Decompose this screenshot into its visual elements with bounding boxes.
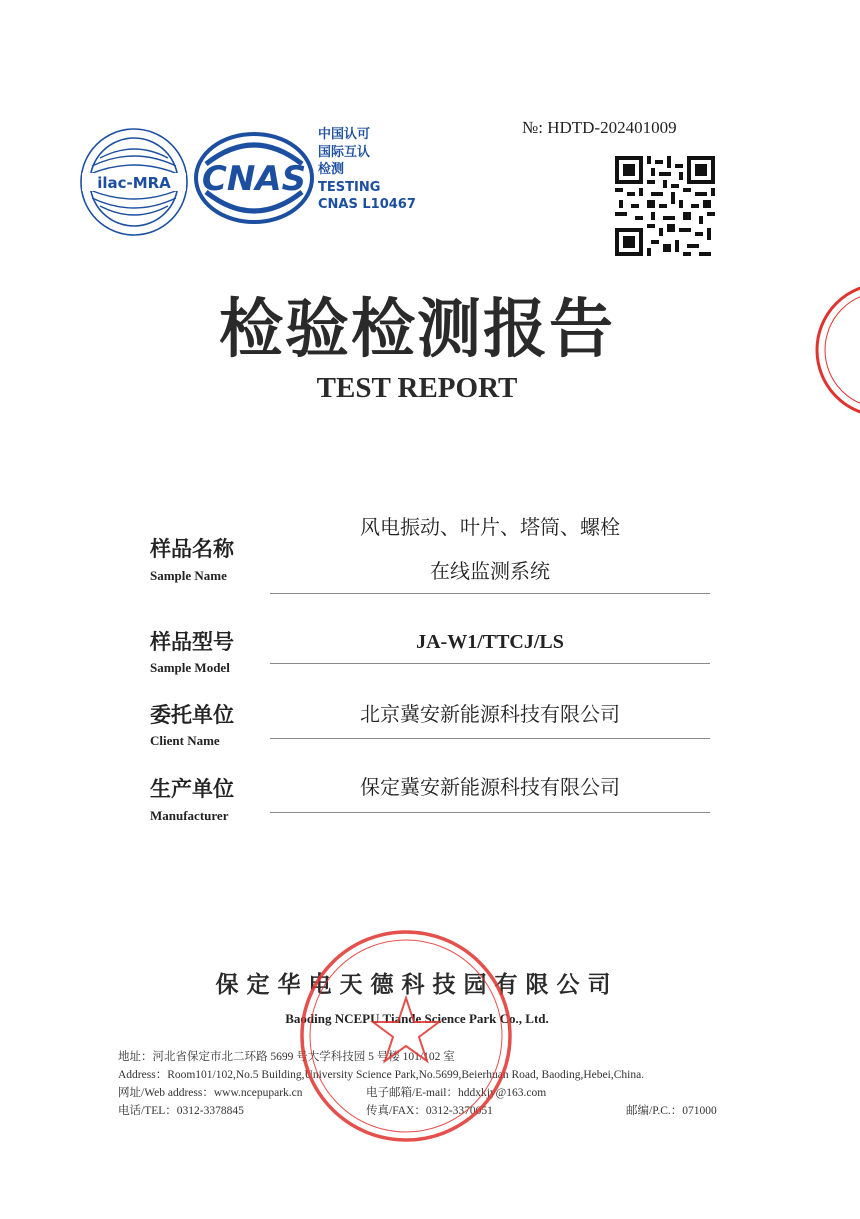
postcode: 邮编/P.C.：071000	[626, 1105, 717, 1117]
sample-model-rule	[270, 663, 710, 664]
sample-model-value: JA-W1/TTCJ/LS	[416, 631, 564, 653]
cnas-line-1: 中国认可	[318, 127, 371, 142]
qr-code	[615, 156, 715, 256]
sample-model-label-en: Sample Model	[150, 660, 230, 675]
manufacturer-value: 保定冀安新能源科技有限公司	[360, 775, 620, 799]
sample-name-value-line1: 风电振动、叶片、塔筒、螺栓	[360, 515, 620, 539]
report-number: №: HDTD-202401009	[522, 118, 677, 137]
ilac-mra-logo	[78, 126, 190, 238]
cnas-line-5: CNAS L10467	[318, 197, 416, 212]
sample-name-label-en: Sample Name	[150, 568, 227, 583]
sample-name-rule	[270, 593, 710, 594]
manufacturer-label-cn: 生产单位	[150, 777, 234, 801]
report-title-cn: 检验检测报告	[219, 293, 615, 367]
cnas-logo	[192, 130, 316, 226]
manufacturer-rule	[270, 812, 710, 813]
company-name-en: Baoding NCEPU Tiande Science Park Co., Ltd.	[285, 1011, 549, 1026]
cnas-line-3: 检测	[318, 162, 345, 177]
web-address: 网址/Web address：www.ncepupark.cn	[118, 1087, 303, 1099]
sample-name-value-line2: 在线监测系统	[430, 559, 550, 583]
cnas-logo-text: CNAS	[201, 159, 307, 199]
client-rule	[270, 738, 710, 739]
client-label-cn: 委托单位	[150, 703, 234, 727]
report-title-en: TEST REPORT	[316, 372, 518, 404]
telephone: 电话/TEL：0312-3378845	[118, 1105, 244, 1117]
cnas-accreditation-text	[318, 126, 416, 214]
address-cn: 地址：河北省保定市北二环路 5699 号大学科技园 5 号楼 101/102 室	[118, 1051, 455, 1063]
ilac-logo-text: ilac-MRA	[97, 174, 171, 192]
cnas-line-2: 国际互认	[318, 144, 371, 160]
client-label-en: Client Name	[150, 733, 220, 748]
manufacturer-label-en: Manufacturer	[150, 808, 229, 823]
client-value: 北京冀安新能源科技有限公司	[360, 702, 620, 726]
email-address: 电子邮箱/E-mail：hddxkjy@163.com	[366, 1087, 547, 1099]
sample-model-label-cn: 样品型号	[150, 630, 234, 654]
address-en: Address：Room101/102,No.5 Building,University Science Park,No.5699,Beierhuan Road, Baoding,Hebei,China.	[118, 1069, 645, 1081]
sample-name-label-cn: 样品名称	[150, 537, 234, 561]
cnas-line-4: TESTING	[318, 179, 381, 195]
fax: 传真/FAX：0312-3370051	[366, 1105, 493, 1117]
red-seal-stamp	[296, 926, 516, 1146]
company-name-cn: 保定华电天德科技园有限公司	[215, 972, 619, 998]
